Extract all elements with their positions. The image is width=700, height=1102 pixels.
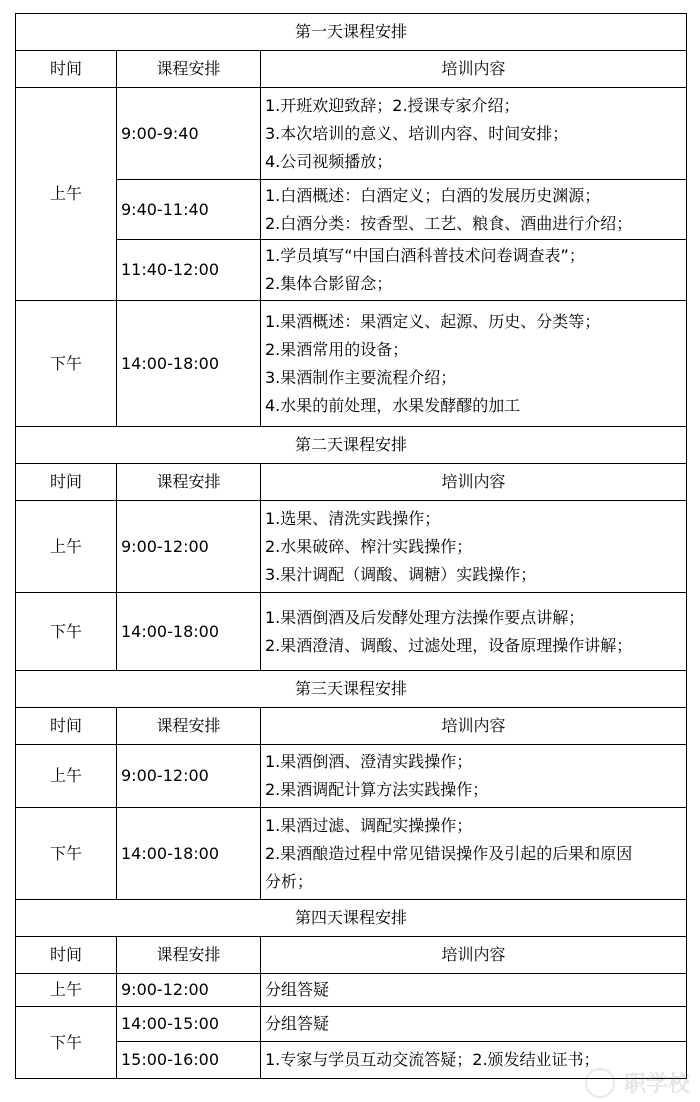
content-line: 1.果酒倒酒、澄清实践操作； <box>265 752 473 771</box>
content-line: 3.本次培训的意义、培训内容、时间安排； <box>265 123 569 143</box>
header-row <box>16 937 687 974</box>
time-slot-cell: 14:00-15:00 <box>117 1007 261 1042</box>
time-column-header: 时间 <box>16 708 117 745</box>
content-cell <box>261 180 687 240</box>
header-row <box>16 464 687 501</box>
day-title: 第二天课程安排 <box>16 427 687 464</box>
session-row <box>16 974 687 1007</box>
schedule-column-header: 课程安排 <box>117 937 261 974</box>
watermark-text: 职学校 <box>623 1072 690 1097</box>
content-column-header: 培训内容 <box>261 708 687 745</box>
time-slot-cell: 15:00-16:00 <box>117 1042 261 1079</box>
day-title-row <box>16 14 687 51</box>
schedule-column-header: 课程安排 <box>117 464 261 501</box>
time-column-header: 时间 <box>16 51 117 88</box>
time-slot-cell: 9:40-11:40 <box>117 180 261 240</box>
content-line: 2.集体合影留念； <box>265 274 393 293</box>
day-title-row <box>16 900 687 937</box>
time-column-header: 时间 <box>16 937 117 974</box>
period-cell: 下午 <box>16 808 117 900</box>
header-row <box>16 51 687 88</box>
content-line: 1.果酒过滤、调配实操操作； <box>265 815 473 835</box>
session-row <box>16 240 687 301</box>
content-cell <box>261 301 687 427</box>
day-title-row <box>16 671 687 708</box>
header-row <box>16 708 687 745</box>
session-row <box>16 745 687 808</box>
content-line: 分组答疑 <box>265 1014 330 1033</box>
content-cell <box>261 240 687 301</box>
time-slot-cell: 14:00-18:00 <box>117 301 261 427</box>
content-line: 分组答疑 <box>265 980 330 999</box>
day-title: 第四天课程安排 <box>16 900 687 937</box>
content-line: 1.果酒倒酒及后发酵处理方法操作要点讲解； <box>265 607 585 627</box>
content-line: 1.选果、清洗实践操作； <box>265 508 441 528</box>
content-line: 分析； <box>265 871 314 891</box>
content-cell <box>261 593 687 671</box>
session-row <box>16 1007 687 1042</box>
content-line: 2.果酒酿造过程中常见错误操作及引起的后果和原因 <box>265 843 633 863</box>
content-line: 1.开班欢迎致辞；2.授课专家介绍； <box>265 95 520 115</box>
time-slot-cell: 14:00-18:00 <box>117 593 261 671</box>
content-line: 3.果酒制作主要流程介绍； <box>265 367 457 387</box>
schedule-column-header: 课程安排 <box>117 51 261 88</box>
time-slot-cell: 14:00-18:00 <box>117 808 261 900</box>
content-line: 1.专家与学员互动交流答疑；2.颁发结业证书； <box>265 1050 600 1069</box>
content-cell <box>261 1007 687 1042</box>
content-line: 2.水果破碎、榨汁实践操作； <box>265 536 473 556</box>
content-cell <box>261 974 687 1007</box>
period-cell: 上午 <box>16 974 117 1007</box>
session-row <box>16 808 687 900</box>
content-line: 1.果酒概述：果酒定义、起源、历史、分类等； <box>265 311 601 331</box>
content-line: 4.公司视频播放； <box>265 151 393 171</box>
session-row <box>16 501 687 593</box>
session-row <box>16 88 687 180</box>
content-line: 3.果汁调配（调酸、调糖）实践操作； <box>265 564 537 584</box>
period-cell: 上午 <box>16 88 117 301</box>
period-cell: 下午 <box>16 301 117 427</box>
watermark-logo <box>585 1067 690 1098</box>
day-title-row <box>16 427 687 464</box>
watermark-icon <box>585 1068 615 1098</box>
session-row <box>16 180 687 240</box>
time-slot-cell: 9:00-12:00 <box>117 974 261 1007</box>
content-cell <box>261 808 687 900</box>
content-cell <box>261 501 687 593</box>
time-slot-cell: 11:40-12:00 <box>117 240 261 301</box>
content-column-header: 培训内容 <box>261 51 687 88</box>
time-column-header: 时间 <box>16 464 117 501</box>
session-row <box>16 593 687 671</box>
content-line: 2.果酒澄清、调酸、过滤处理，设备原理操作讲解； <box>265 635 633 655</box>
course-schedule-table <box>15 13 687 1079</box>
period-cell: 上午 <box>16 501 117 593</box>
time-slot-cell: 9:00-12:00 <box>117 501 261 593</box>
period-cell: 下午 <box>16 593 117 671</box>
period-cell: 下午 <box>16 1007 117 1079</box>
content-cell <box>261 745 687 808</box>
content-column-header: 培训内容 <box>261 937 687 974</box>
content-cell <box>261 88 687 180</box>
schedule-column-header: 课程安排 <box>117 708 261 745</box>
content-column-header: 培训内容 <box>261 464 687 501</box>
content-line: 1.学员填写“中国白酒科普技术问卷调查表”； <box>265 246 585 265</box>
content-line: 2.果酒调配计算方法实践操作； <box>265 780 489 799</box>
session-row <box>16 301 687 427</box>
period-cell: 上午 <box>16 745 117 808</box>
content-line: 4.水果的前处理，水果发酵醪的加工 <box>265 395 521 415</box>
content-line: 1.白酒概述：白酒定义；白酒的发展历史渊源； <box>265 185 601 205</box>
day-title: 第三天课程安排 <box>16 671 687 708</box>
time-slot-cell: 9:00-9:40 <box>117 88 261 180</box>
content-line: 2.果酒常用的设备； <box>265 339 409 359</box>
content-line: 2.白酒分类：按香型、工艺、粮食、酒曲进行介绍； <box>265 213 633 233</box>
time-slot-cell: 9:00-12:00 <box>117 745 261 808</box>
day-title: 第一天课程安排 <box>16 14 687 51</box>
